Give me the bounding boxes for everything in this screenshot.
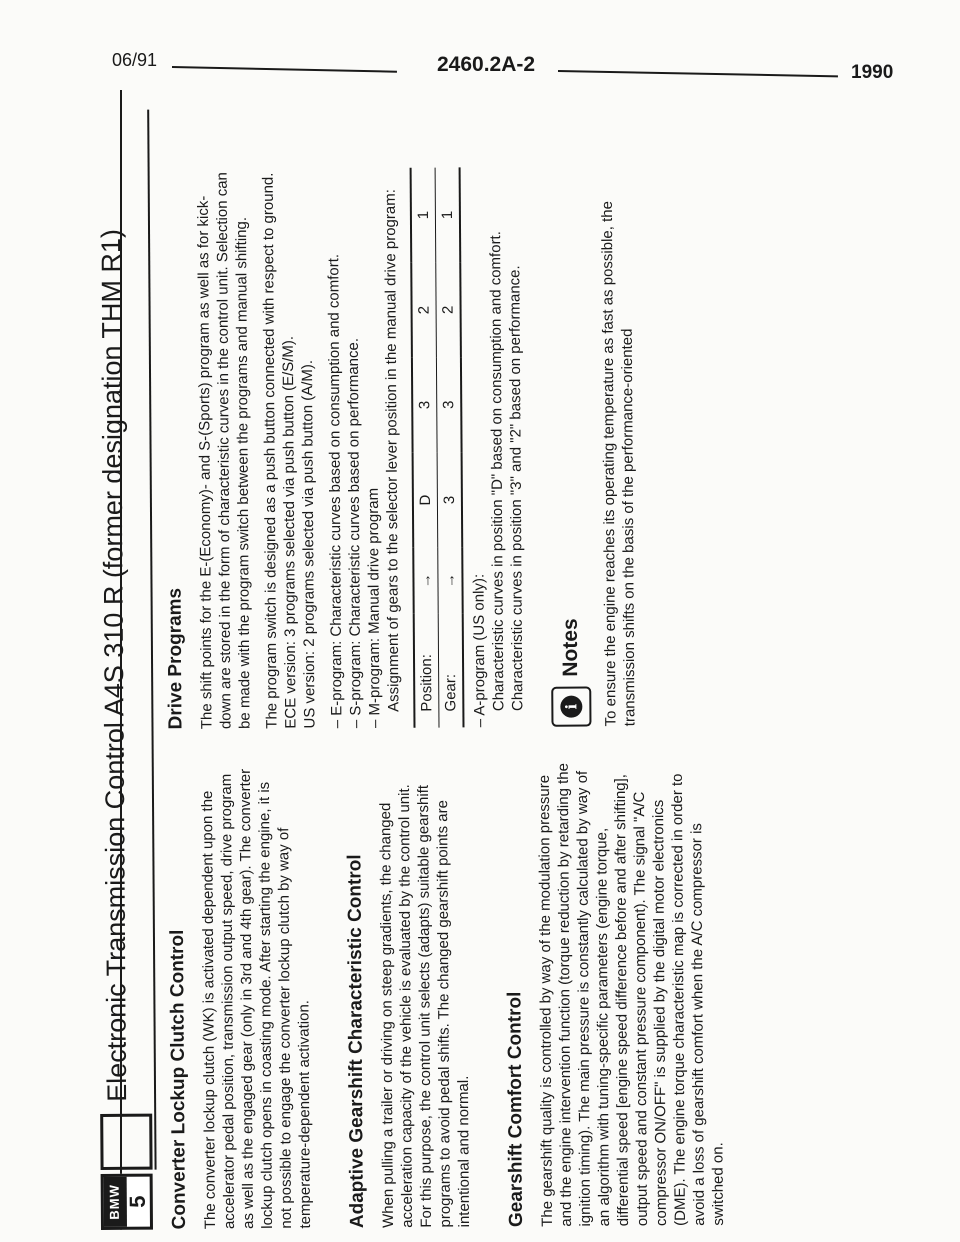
list-item-e-program: – E-program: Characteristic curves based on consumption and comfort. <box>325 253 346 729</box>
notes-header <box>548 167 592 727</box>
table-row-label: Position: <box>414 613 439 727</box>
table-cell: D <box>413 452 438 548</box>
section-heading: Gearshift Comfort Control <box>504 991 527 1228</box>
us-version-text: US version: 2 programs selected via push button (A/M). <box>298 359 319 729</box>
logo-brand-text: BMW <box>104 1177 127 1227</box>
header-rule-right <box>558 70 838 77</box>
section-converter-lockup <box>166 763 315 1229</box>
gear-assignment-table <box>410 167 465 727</box>
info-icon-letter: i <box>560 696 582 718</box>
left-column <box>166 760 760 1229</box>
table-cell: 1 <box>411 168 436 263</box>
rotated-page-content <box>87 94 945 1230</box>
section-gearshift-comfort <box>503 761 728 1228</box>
program-switch-text: The program switch is designed as a push button connected with respect to ground. <box>259 172 281 729</box>
logo-series-number: 5 <box>124 1195 150 1208</box>
m-program-description: Assignment of gears to the selector lever position in the manual drive program: <box>381 189 403 712</box>
list-item-m-program: – M-program: Manual drive program <box>364 487 384 729</box>
list-item-s-program: – S-program: Characteristic curves based on performance. <box>344 337 365 729</box>
arrow-right-icon: → <box>413 548 438 614</box>
section-adaptive-gearshift <box>344 762 474 1228</box>
title-underline <box>147 110 156 1170</box>
header-year: 1990 <box>851 62 894 83</box>
header-document-code: 2460.2A-2 <box>437 53 536 76</box>
table-cell: 2 <box>436 262 461 357</box>
ece-version-text: ECE version: 3 programs selected via push button (E/S/M). <box>279 335 300 729</box>
header-date: 06/91 <box>112 50 158 70</box>
page-title: Electronic Transmission Control A4S 310 R (former designation THM R1) <box>96 228 133 1102</box>
section-body: The converter lockup clutch (WK) is activated dependent upon the accelerator pedal position, transmission output speed, drive program as well as the engaged gear (only in 3rd and 4th gear). The converter lockup clutch opens in coasting mode. After starting the engine, it is not possible to engage the converter lockup clutch by way of temperature-dependent activation. <box>198 768 314 1230</box>
list-item-a-program: – A-program (US only): <box>470 573 489 728</box>
notes-heading: Notes <box>558 618 583 677</box>
drive-programs-intro: The shift points for the E-(Economy)- and S-(Sports) program as well as for kick-down are stored in the form of characteristic curves in the control unit. Selection can be made with the program switch between the programs and manual shifting. <box>194 172 254 730</box>
table-cell: 3 <box>412 357 437 452</box>
section-heading-drive-programs: Drive Programs <box>164 587 187 730</box>
table-cell: 2 <box>411 263 436 358</box>
table-row-gear <box>435 167 463 727</box>
table-cell: 3 <box>437 452 462 548</box>
section-body: When pulling a trailer or driving on steep gradients, the changed acceleration capacity of the vehicle is evaluated by the control unit. For this purpose, the control unit selects (adapts) suitable gearshift programs to avoid pedal shifts. The changed gearshift points are intentional and normal. <box>377 784 473 1229</box>
section-body: The gearshift quality is controlled by way of the modulation pressure and the engine intervention function (torque reduction by retarding the ignition timing). The main pressure is constantly calculated by way of an algorithm with tuning-specific parameters (engine torque, differential speed [engine speed difference before and after shifting], output speed and constant pressure component). The signal "A/C compressor ON/OFF" is supplied by the digital motor electronics (DME). The engine torque characteristic map is corrected in order to avoid a loss of gearshift comfort when the A/C compressor is switched on. <box>535 763 727 1227</box>
section-heading: Adaptive Gearshift Characteristic Control <box>344 854 368 1229</box>
info-icon <box>551 687 591 727</box>
bmw-5-series-logo <box>101 1174 153 1230</box>
section-heading: Converter Lockup Clutch Control <box>166 929 190 1230</box>
header-rule-left <box>172 66 397 73</box>
notes-text: To ensure the engine reaches its operating temperature as fast as possible, the transmission shifts on the basis of the performance-oriented <box>598 201 639 727</box>
a-program-description-1: Characteristic curves in position "D" based on consumption and comfort. <box>487 231 508 712</box>
arrow-right-icon: → <box>438 548 463 614</box>
title-empty-box <box>100 1114 152 1170</box>
right-column <box>162 166 648 729</box>
table-row-label: Gear: <box>438 613 463 727</box>
table-cell: 1 <box>435 167 460 262</box>
a-program-description-2: Characteristic curves in position "3" and "2" based on performance. <box>506 265 527 712</box>
table-cell: 3 <box>436 357 461 452</box>
